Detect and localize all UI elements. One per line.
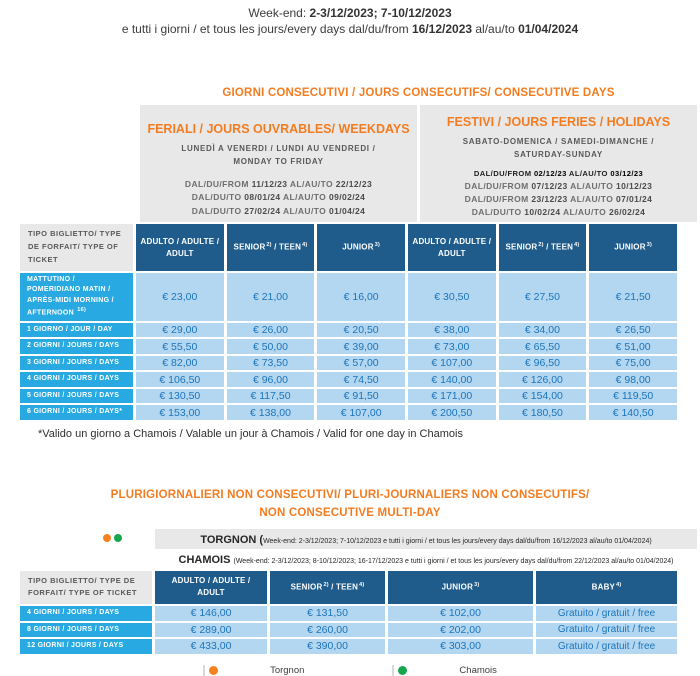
price-cell: € 102,00 (388, 606, 533, 621)
price-cell: € 50,00 (227, 339, 315, 354)
table-row (20, 623, 677, 638)
ticket-type-label: 5 GIORNI / JOURS / DAYS (20, 389, 133, 404)
price-cell: € 51,00 (589, 339, 677, 354)
senior-teen-header: SENIOR$^{2)}$ / TEEN$^{4)}$ (270, 571, 385, 605)
table-row (20, 339, 677, 354)
ticket-type-label: MATTUTINO / POMERIDIANO MATIN / APRÈS-MIDI MORNING / AFTERNOON $^{16)}$ (20, 273, 133, 321)
holidays-date-range: DAL/DU/FROM 02/12/23 AL/AU/TO 03/12/23 (473, 169, 644, 179)
price-cell: € 433,00 (155, 639, 267, 654)
validity-weekend-dates: 2-3/12/2023; 7-10/12/2023 (309, 6, 452, 20)
price-cell: € 200,50 (408, 405, 496, 420)
ticket-type-label: 2 GIORNI / JOURS / DAYS (20, 339, 133, 354)
torgnon-details: Week-end: 2-3/12/2023; 7-10/12/2023 e tutti i giorni / et tous les jours/every days dal/du/from 16/12/2023 al/au/to 01/04/2024) (263, 537, 652, 545)
price-cell: € 126,00 (499, 372, 587, 387)
price-cell: € 73,00 (408, 339, 496, 354)
baby-free-cell: Gratuito / gratuit / free (536, 639, 677, 654)
price-cell: € 106,50 (136, 372, 224, 387)
multiday-title (0, 487, 700, 523)
price-cell: € 117,50 (227, 389, 315, 404)
day-type-boxes (140, 105, 697, 222)
table-row (20, 606, 677, 621)
weekdays-date-range: DAL/DU/FROM 11/12/23 AL/AU/TO 22/12/23 (184, 179, 373, 190)
weekdays-date-ranges (140, 178, 417, 218)
baby-free-cell: Gratuito / gratuit / free (536, 623, 677, 638)
holiday-adult-header: ADULTO / ADULTE / ADULT (408, 224, 496, 270)
ticket-type-label: 12 GIORNI / JOURS / DAYS (20, 639, 152, 654)
price-cell: € 202,00 (388, 623, 533, 638)
price-cell: € 74,50 (317, 372, 405, 387)
holidays-date-range: DAL/DU/TO 10/02/24 AL/AU/TO 26/02/24 (471, 207, 646, 218)
price-cell: € 91,50 (317, 389, 405, 404)
weekdays-date-range: DAL/DU/TO 27/02/24 AL/AU/TO 01/04/24 (191, 205, 366, 216)
validity-from-date: 16/12/2023 (411, 22, 473, 37)
weekdays-subtitle: LUNEDÌ A VENERDI / LUNDI AU VENDREDI / MONDAY TO FRIDAY (181, 144, 376, 166)
multiday-price-table (17, 569, 680, 656)
table-row (20, 405, 677, 420)
table-row (20, 356, 677, 371)
price-cell: € 39,00 (317, 339, 405, 354)
price-cell: € 21,00 (227, 273, 315, 321)
price-cell: € 20,50 (317, 323, 405, 338)
price-cell: € 96,50 (499, 356, 587, 371)
price-cell: € 153,00 (136, 405, 224, 420)
table-row (20, 389, 677, 404)
legend-chamois-label: Chamois (459, 664, 497, 676)
price-cell: € 30,50 (408, 273, 496, 321)
legend-torgnon-label: Torgnon (270, 664, 305, 676)
baby-free-cell: Gratuito / gratuit / free (536, 606, 677, 621)
ticket-type-label: 4 GIORNI / JOURS / DAYS (20, 372, 133, 387)
ticket-type-label: 4 GIORNI / JOURS / DAYS (20, 606, 152, 621)
price-cell: € 26,00 (227, 323, 315, 338)
price-cell: € 154,00 (499, 389, 587, 404)
ticket-type-header: TIPO BIGLIETTO/ TYPE DE FORFAIT/ TYPE OF TICKET (20, 224, 133, 270)
price-cell: € 34,00 (499, 323, 587, 338)
validity-header (0, 0, 700, 37)
torgnon-validity-row (155, 529, 697, 549)
price-cell: € 23,00 (136, 273, 224, 321)
holidays-date-range: DAL/DU/FROM 07/12/23 AL/AU/TO 10/12/23 (464, 180, 653, 191)
resort-color-legend (0, 665, 700, 676)
price-cell: € 119,50 (589, 389, 677, 404)
torgnon-dot-icon (209, 666, 218, 675)
validity-to-text: al/au/to (472, 22, 519, 37)
price-cell: € 390,00 (270, 639, 385, 654)
price-cell: € 73,50 (227, 356, 315, 371)
price-cell: € 96,00 (227, 372, 315, 387)
adult-header: ADULTO / ADULTE / ADULT (155, 571, 267, 605)
table-row (20, 323, 677, 338)
weekday-adult-header: ADULTO / ADULTE / ADULT (136, 224, 224, 270)
junior-header: JUNIOR$^{3)}$ (388, 571, 533, 605)
chamois-name: CHAMOIS (178, 553, 234, 566)
validity-everyday-prefix: e tutti i giorni / et tous les jours/every days dal/du/from (121, 22, 412, 37)
price-cell: € 26,50 (589, 323, 677, 338)
holiday-junior-header: JUNIOR$^{3)}$ (589, 224, 677, 270)
price-cell: € 57,00 (317, 356, 405, 371)
price-cell: € 171,00 (408, 389, 496, 404)
validity-line-weekend (0, 5, 700, 21)
validity-to-date: 01/04/2024 (518, 22, 579, 37)
table-row (20, 639, 677, 654)
price-cell: € 138,00 (227, 405, 315, 420)
price-cell: € 303,00 (388, 639, 533, 654)
chamois-validity-footnote: *Valido un giorno a Chamois / Valable un jour à Chamois / Valid for one day in Chamois (38, 427, 463, 440)
legend-separator (203, 665, 205, 676)
weekday-junior-header: JUNIOR$^{3)}$ (317, 224, 405, 270)
ticket-type-label: 8 GIORNI / JOURS / DAYS (20, 623, 152, 638)
multiday-title-line1: PLURIGIORNALIERI NON CONSECUTIVI/ PLURI-JOURNALIERS NON CONSECUTIFS/ (110, 488, 590, 501)
ticket-type-label: 3 GIORNI / JOURS / DAYS (20, 356, 133, 371)
chamois-dot-icon (114, 534, 122, 542)
validity-line-everyday (0, 21, 700, 37)
price-cell: € 27,50 (499, 273, 587, 321)
price-cell: € 16,00 (317, 273, 405, 321)
weekdays-date-range: DAL/DU/TO 08/01/24 AL/AU/TO 09/02/24 (191, 192, 366, 203)
weekdays-title: FERIALI / JOURS OUVRABLES/ WEEKDAYS (147, 122, 410, 137)
chamois-details: (Week-end: 2-3/12/2023; 8-10/12/2023; 16-17/12/2023 e tutti i giorni / et tous les jours/every days dal/du/from 22/12/2023 al/au/to 01/04/2024) (233, 557, 674, 565)
price-cell: € 180,50 (499, 405, 587, 420)
chamois-validity-row (155, 549, 697, 569)
price-cell: € 107,00 (317, 405, 405, 420)
price-cell: € 146,00 (155, 606, 267, 621)
price-cell: € 82,00 (136, 356, 224, 371)
price-cell: € 55,50 (136, 339, 224, 354)
torgnon-name: TORGNON ( (200, 533, 264, 546)
holidays-date-range: DAL/DU/FROM 23/12/23 AL/AU/TO 07/01/24 (464, 194, 653, 205)
holidays-box (420, 105, 697, 222)
price-cell: € 140,50 (589, 405, 677, 420)
chamois-dot-icon (398, 666, 407, 675)
table-header-row (20, 571, 677, 605)
ticket-type-label: 6 GIORNI / JOURS / DAYS* (20, 405, 133, 420)
weekdays-box (140, 105, 417, 222)
table-header-row (20, 224, 677, 270)
price-cell: € 130,50 (136, 389, 224, 404)
price-cell: € 131,50 (270, 606, 385, 621)
price-cell: € 21,50 (589, 273, 677, 321)
validity-weekend-prefix: Week-end: (248, 6, 310, 20)
price-cell: € 38,00 (408, 323, 496, 338)
multiday-title-line2: NON CONSECUTIVE MULTI-DAY (259, 506, 441, 519)
ticket-type-header: TIPO BIGLIETTO/ TYPE DE FORFAIT/ TYPE OF TICKET (20, 571, 152, 605)
baby-header: BABY$^{4)}$ (536, 571, 677, 605)
price-cell: € 29,00 (136, 323, 224, 338)
price-cell: € 107,00 (408, 356, 496, 371)
table-row (20, 372, 677, 387)
torgnon-chamois-dots (103, 534, 122, 542)
price-cell: € 260,00 (270, 623, 385, 638)
consecutive-days-price-table (17, 222, 680, 422)
price-cell: € 75,00 (589, 356, 677, 371)
resort-validity-block (0, 529, 700, 569)
ticket-type-label: 1 GIORNO / JOUR / DAY (20, 323, 133, 338)
holiday-senior-teen-header: SENIOR$^{2)}$ / TEEN$^{4)}$ (499, 224, 587, 270)
consecutive-days-title: GIORNI CONSECUTIVI / JOURS CONSECUTIFS/ CONSECUTIVE DAYS (222, 87, 615, 100)
holidays-title: FESTIVI / JOURS FERIES / HOLIDAYS (446, 115, 671, 130)
holidays-date-ranges (420, 168, 697, 219)
table-row (20, 273, 677, 321)
weekday-senior-teen-header: SENIOR$^{2)}$ / TEEN$^{4)}$ (227, 224, 315, 270)
price-cell: € 98,00 (589, 372, 677, 387)
price-cell: € 140,00 (408, 372, 496, 387)
price-cell: € 65,50 (499, 339, 587, 354)
legend-separator (392, 665, 394, 676)
price-cell: € 289,00 (155, 623, 267, 638)
holidays-subtitle: SABATO-DOMENICA / SAMEDI-DIMANCHE / SATURDAY-SUNDAY (462, 137, 655, 159)
torgnon-dot-icon (103, 534, 111, 542)
